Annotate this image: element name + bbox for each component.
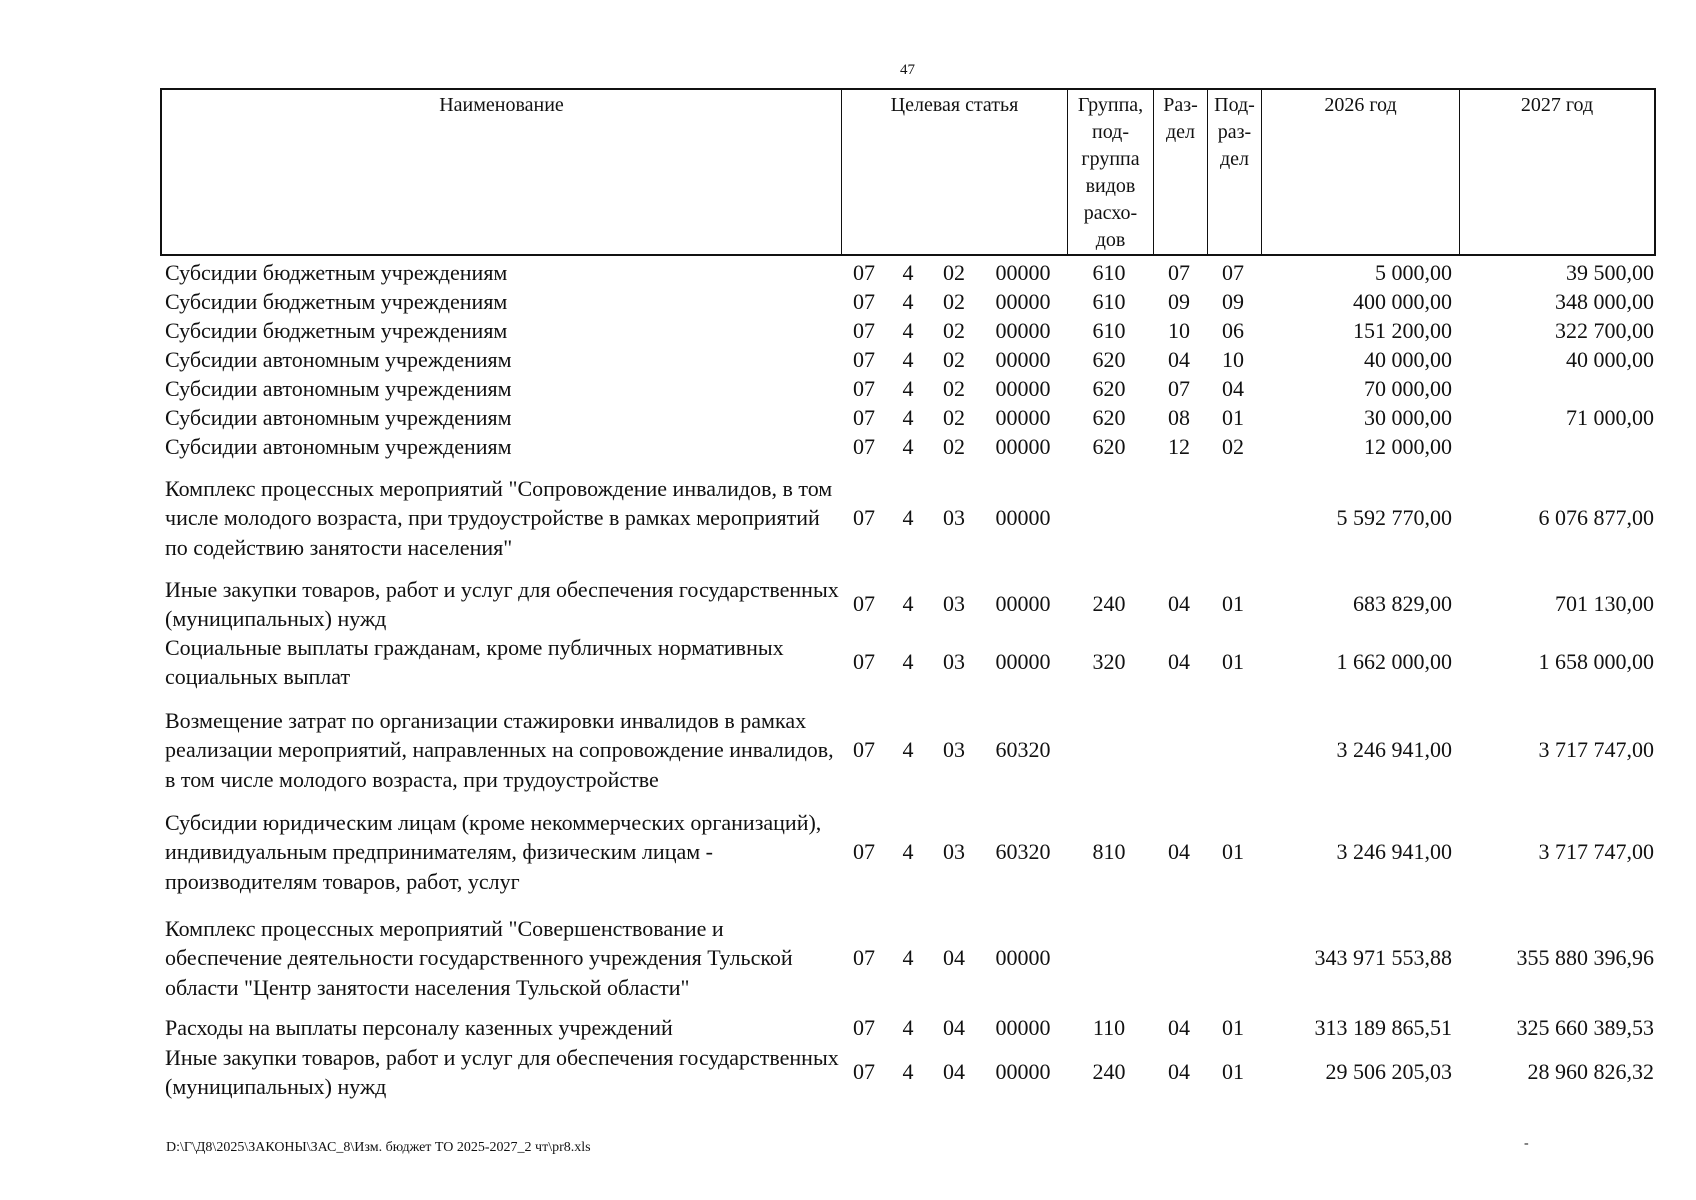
row-rz	[1152, 913, 1206, 1003]
row-c4: 00000	[995, 318, 1051, 343]
row-c4: 00000	[995, 1059, 1051, 1084]
header-2027: 2027 год	[1520, 94, 1594, 116]
table-row	[160, 345, 1656, 375]
row-grp: 240	[1092, 1059, 1126, 1084]
row-v27: 3 717 747,00	[1538, 737, 1654, 762]
row-c2: 4	[902, 1059, 914, 1084]
header-subsection-line: дел	[1219, 148, 1250, 170]
row-rz: 10	[1168, 318, 1190, 343]
table-row	[160, 374, 1656, 404]
header-group-line: дов	[1095, 229, 1126, 251]
row-name: Социальные выплаты гражданам, кроме публичных нормативных социальных выплат	[165, 634, 784, 689]
row-v27: 6 076 877,00	[1538, 505, 1654, 530]
row-c1: 07	[853, 649, 875, 674]
row-c2: 4	[902, 649, 914, 674]
row-name: Иные закупки товаров, работ и услуг для обеспечения государственных (муниципальных) нужд	[165, 1044, 839, 1099]
row-c2: 4	[902, 839, 914, 864]
row-c4: 60320	[995, 737, 1051, 762]
row-grp: 620	[1092, 376, 1126, 401]
table-row	[160, 403, 1656, 433]
row-rz	[1152, 473, 1206, 563]
table-row	[160, 316, 1656, 346]
row-c1: 07	[853, 318, 875, 343]
row-rz: 04	[1168, 839, 1190, 864]
row-c3: 02	[943, 318, 965, 343]
row-grp: 240	[1092, 591, 1126, 616]
row-grp	[1066, 473, 1152, 563]
header-group-line: расхо-	[1083, 202, 1138, 224]
row-c3: 03	[943, 737, 965, 762]
row-v27: 40 000,00	[1566, 347, 1654, 372]
row-c4: 00000	[995, 945, 1051, 970]
row-name: Комплекс процессных мероприятий "Сопровождение инвалидов, в том числе молодого возраста, при трудоустройстве в рамках мероприятий по содействию занятости населения"	[165, 475, 833, 560]
row-c1: 07	[853, 347, 875, 372]
row-grp: 620	[1092, 405, 1126, 430]
row-c2: 4	[902, 289, 914, 314]
row-c4: 00000	[995, 289, 1051, 314]
row-v26: 70 000,00	[1364, 376, 1452, 401]
row-v27: 1 658 000,00	[1538, 649, 1654, 674]
row-pr: 01	[1222, 405, 1244, 430]
header-group-line: группа	[1081, 148, 1140, 170]
row-v27	[1460, 374, 1654, 404]
row-rz	[1152, 691, 1206, 809]
row-v26: 313 189 865,51	[1314, 1015, 1452, 1040]
row-c2: 4	[902, 260, 914, 285]
row-name: Субсидии автономным учреждениям	[165, 347, 512, 373]
row-c2: 4	[902, 318, 914, 343]
row-pr	[1206, 473, 1260, 563]
row-c2: 4	[902, 591, 914, 616]
row-c1: 07	[853, 1059, 875, 1084]
header-group-line: под-	[1092, 121, 1129, 143]
row-name: Субсидии бюджетным учреждениям	[165, 260, 508, 286]
row-v26: 400 000,00	[1353, 289, 1452, 314]
table-row	[160, 258, 1656, 288]
row-rz: 04	[1168, 591, 1190, 616]
header-subsection	[1208, 90, 1262, 254]
table-row	[160, 473, 1656, 563]
row-rz: 04	[1168, 1059, 1190, 1084]
footer-mark: -	[1524, 1136, 1529, 1151]
row-c4: 00000	[995, 405, 1051, 430]
header-group-line: видов	[1085, 175, 1136, 197]
table-row	[160, 691, 1656, 809]
row-c4: 00000	[995, 649, 1051, 674]
row-name: Субсидии бюджетным учреждениям	[165, 289, 508, 315]
row-rz: 08	[1168, 405, 1190, 430]
row-c1: 07	[853, 405, 875, 430]
row-c1: 07	[853, 737, 875, 762]
row-c3: 03	[943, 649, 965, 674]
row-v27	[1460, 432, 1654, 462]
table-row	[160, 809, 1656, 895]
row-c4: 00000	[995, 591, 1051, 616]
row-pr: 06	[1222, 318, 1244, 343]
row-name: Субсидии юридическим лицам (кроме некоммерческих организаций), индивидуальным предпринимателям, физическим лицам - производителям товаров, работ, услуг	[165, 809, 822, 894]
row-v27: 71 000,00	[1566, 405, 1654, 430]
row-v26: 3 246 941,00	[1336, 737, 1452, 762]
row-pr: 04	[1222, 376, 1244, 401]
row-v27: 355 880 396,96	[1516, 945, 1654, 970]
table-row	[160, 287, 1656, 317]
table-row	[160, 575, 1656, 633]
row-grp: 810	[1092, 839, 1126, 864]
row-c3: 04	[943, 1059, 965, 1084]
header-2026: 2026 год	[1262, 90, 1460, 254]
row-v27: 39 500,00	[1566, 260, 1654, 285]
row-c1: 07	[853, 945, 875, 970]
row-grp: 610	[1092, 318, 1126, 343]
row-c1: 07	[853, 591, 875, 616]
row-c2: 4	[902, 945, 914, 970]
row-v27: 348 000,00	[1555, 289, 1654, 314]
row-name: Комплекс процессных мероприятий "Совершенствование и обеспечение деятельности государственного учреждения Тульской области "Центр занятости населения Тульской области"	[165, 915, 793, 1000]
header-subsection-line: Под-	[1214, 94, 1255, 116]
row-pr: 01	[1222, 839, 1244, 864]
row-grp	[1066, 691, 1152, 809]
row-v26: 40 000,00	[1364, 347, 1452, 372]
header-section-line: Раз-	[1163, 94, 1198, 116]
row-v26: 3 246 941,00	[1336, 839, 1452, 864]
row-c4: 00000	[995, 376, 1051, 401]
row-rz: 12	[1168, 434, 1190, 459]
row-name: Иные закупки товаров, работ и услуг для обеспечения государственных (муниципальных) нужд	[165, 576, 839, 631]
row-name: Субсидии автономным учреждениям	[165, 376, 512, 402]
row-c3: 02	[943, 376, 965, 401]
row-pr: 02	[1222, 434, 1244, 459]
table-header	[160, 88, 1656, 256]
row-name: Возмещение затрат по организации стажировки инвалидов в рамках реализации мероприятий, направленных на сопровождение инвалидов, в том числе молодого возраста, при трудоустройстве	[165, 707, 834, 792]
header-section-line: дел	[1165, 121, 1196, 143]
row-c4: 60320	[995, 839, 1051, 864]
row-c1: 07	[853, 1015, 875, 1040]
header-group	[1068, 90, 1154, 254]
row-v27: 322 700,00	[1555, 318, 1654, 343]
table-row	[160, 913, 1656, 1003]
row-name: Субсидии бюджетным учреждениям	[165, 318, 508, 344]
row-grp: 620	[1092, 347, 1126, 372]
row-c3: 02	[943, 405, 965, 430]
header-name: Наименование	[162, 90, 842, 254]
row-v26: 5 000,00	[1375, 260, 1452, 285]
row-v27: 28 960 826,32	[1527, 1059, 1654, 1084]
row-pr	[1206, 913, 1260, 1003]
row-c4: 00000	[995, 1015, 1051, 1040]
row-grp: 110	[1092, 1015, 1126, 1040]
row-rz: 04	[1168, 347, 1190, 372]
row-grp	[1066, 913, 1152, 1003]
row-c1: 07	[853, 376, 875, 401]
row-pr: 01	[1222, 649, 1244, 674]
row-c3: 04	[943, 1015, 965, 1040]
row-c3: 03	[943, 591, 965, 616]
row-v27: 3 717 747,00	[1538, 839, 1654, 864]
row-v27: 325 660 389,53	[1516, 1015, 1654, 1040]
row-v26: 1 662 000,00	[1336, 649, 1452, 674]
row-c1: 07	[853, 260, 875, 285]
row-pr: 01	[1222, 1059, 1244, 1084]
row-c3: 02	[943, 289, 965, 314]
row-pr: 09	[1222, 289, 1244, 314]
header-target: Целевая статья	[842, 90, 1068, 254]
row-c3: 03	[943, 839, 965, 864]
row-v26: 5 592 770,00	[1336, 505, 1452, 530]
row-c1: 07	[853, 434, 875, 459]
row-pr: 10	[1222, 347, 1244, 372]
row-c4: 00000	[995, 434, 1051, 459]
table-row	[160, 432, 1656, 462]
row-c4: 00000	[995, 260, 1051, 285]
row-pr: 01	[1222, 591, 1244, 616]
row-c3: 02	[943, 260, 965, 285]
row-c4: 00000	[995, 505, 1051, 530]
row-c3: 02	[943, 434, 965, 459]
row-v26: 683 829,00	[1353, 591, 1452, 616]
page-number: 47	[900, 62, 915, 78]
row-v26: 30 000,00	[1364, 405, 1452, 430]
table-row	[160, 1013, 1656, 1043]
row-c1: 07	[853, 505, 875, 530]
table-row	[160, 633, 1656, 691]
footer-file-path: D:\Г\Д8\2025\ЗАКОНЫ\ЗАС_8\Изм. бюджет ТО 2025-2027_2 чт\pr8.xls	[166, 1140, 591, 1155]
row-c2: 4	[902, 376, 914, 401]
row-c3: 04	[943, 945, 965, 970]
row-c4: 00000	[995, 347, 1051, 372]
row-grp: 320	[1092, 649, 1126, 674]
row-rz: 07	[1168, 260, 1190, 285]
row-c2: 4	[902, 505, 914, 530]
row-name: Субсидии автономным учреждениям	[165, 434, 512, 460]
row-rz: 09	[1168, 289, 1190, 314]
header-group-line: Группа,	[1077, 94, 1144, 116]
row-rz: 04	[1168, 1015, 1190, 1040]
row-rz: 07	[1168, 376, 1190, 401]
row-pr	[1206, 691, 1260, 809]
row-c2: 4	[902, 737, 914, 762]
row-v27: 701 130,00	[1555, 591, 1654, 616]
row-pr: 07	[1222, 260, 1244, 285]
row-grp: 610	[1092, 289, 1126, 314]
row-pr: 01	[1222, 1015, 1244, 1040]
row-grp: 610	[1092, 260, 1126, 285]
header-subsection-line: раз-	[1217, 121, 1252, 143]
row-c2: 4	[902, 1015, 914, 1040]
row-v26: 12 000,00	[1364, 434, 1452, 459]
row-grp: 620	[1092, 434, 1126, 459]
row-v26: 343 971 553,88	[1314, 945, 1452, 970]
row-name: Расходы на выплаты персоналу казенных учреждений	[165, 1015, 673, 1041]
header-section	[1154, 90, 1208, 254]
row-v26: 151 200,00	[1353, 318, 1452, 343]
row-c1: 07	[853, 289, 875, 314]
row-rz: 04	[1168, 649, 1190, 674]
row-v26: 29 506 205,03	[1325, 1059, 1452, 1084]
row-c2: 4	[902, 405, 914, 430]
row-c3: 03	[943, 505, 965, 530]
row-name: Субсидии автономным учреждениям	[165, 405, 512, 431]
row-c2: 4	[902, 347, 914, 372]
row-c1: 07	[853, 839, 875, 864]
row-c3: 02	[943, 347, 965, 372]
table-row	[160, 1043, 1656, 1101]
row-c2: 4	[902, 434, 914, 459]
